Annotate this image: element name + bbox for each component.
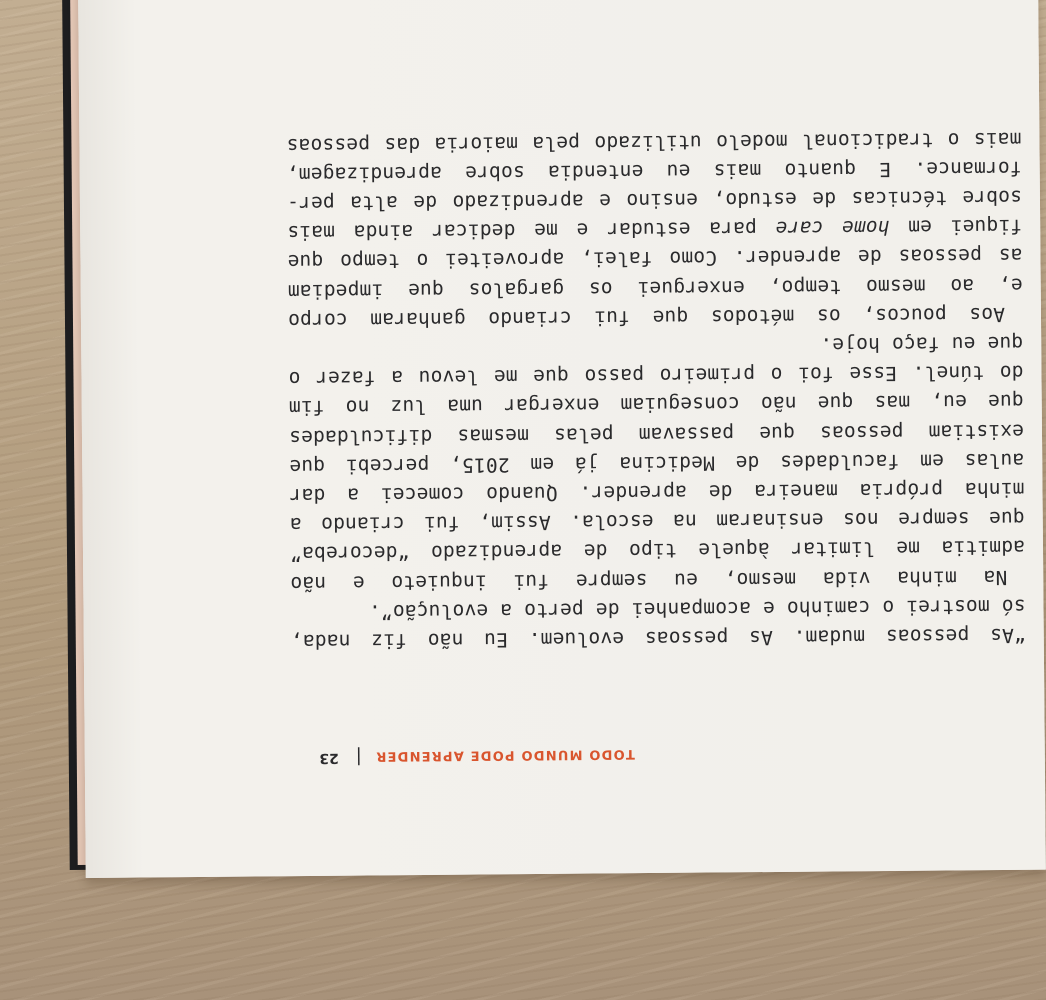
text-line: e, ao mesmo tempo, enxerguei os gargalos que impediam xyxy=(287,273,1023,303)
text-line: que eu, mas que não conseguiam enxergar uma luz no fim xyxy=(288,390,1024,420)
text-line: sobre técnicas de estudo, ensino e aprendizado de alta per- xyxy=(286,185,1023,216)
text-line: formance. E quanto mais eu entendia sobre aprendizagem, xyxy=(286,156,1022,186)
text-line: do túnel. Esse foi o primeiro passo que me levou a fazer o xyxy=(288,360,1024,391)
text-line: admitia me limitar àquele tipo de aprendizado “decoreba” xyxy=(289,536,1026,566)
text-line: “As pessoas mudam. As pessoas evoluem. Eu não fiz nada, xyxy=(290,623,1026,654)
text-line: que sempre nos ensinaram na escola. Assim, fui criando a xyxy=(289,506,1025,537)
text-line: fiquei em home care para estudar e me dedicar ainda mais xyxy=(287,214,1023,245)
text-line: as pessoas de aprender. Como falei, aproveitei o tempo que xyxy=(287,244,1023,274)
running-head: TODO MUNDO PODE APRENDER xyxy=(375,746,635,764)
text-line: Aos poucos, os métodos que fui criando ganharam corpo xyxy=(287,302,1006,332)
text-line: mais o tradicional modelo utilizado pela maioria das pessoas xyxy=(286,127,1022,157)
book-page xyxy=(78,0,1046,878)
page-content-upside-down xyxy=(78,0,1046,878)
body-text xyxy=(286,124,1026,656)
text-line: que eu faço hoje. xyxy=(820,331,1024,357)
page-number: 23 xyxy=(319,749,339,766)
text-line: só mostrei o caminho e acompanhei de perto a evolução”. xyxy=(368,594,1026,624)
text-line: Na minha vida mesmo, eu sempre fui inquieto e não xyxy=(290,565,1008,595)
text-line: minha própria maneira de aprender. Quando comecei a dar xyxy=(289,477,1025,508)
text-line: aulas em faculdades de Medicina já em 2015, percebi que xyxy=(289,448,1025,478)
running-head-separator: | xyxy=(355,746,362,768)
text-line: existiam pessoas que passavam pelas mesmas dificuldades xyxy=(288,419,1025,449)
